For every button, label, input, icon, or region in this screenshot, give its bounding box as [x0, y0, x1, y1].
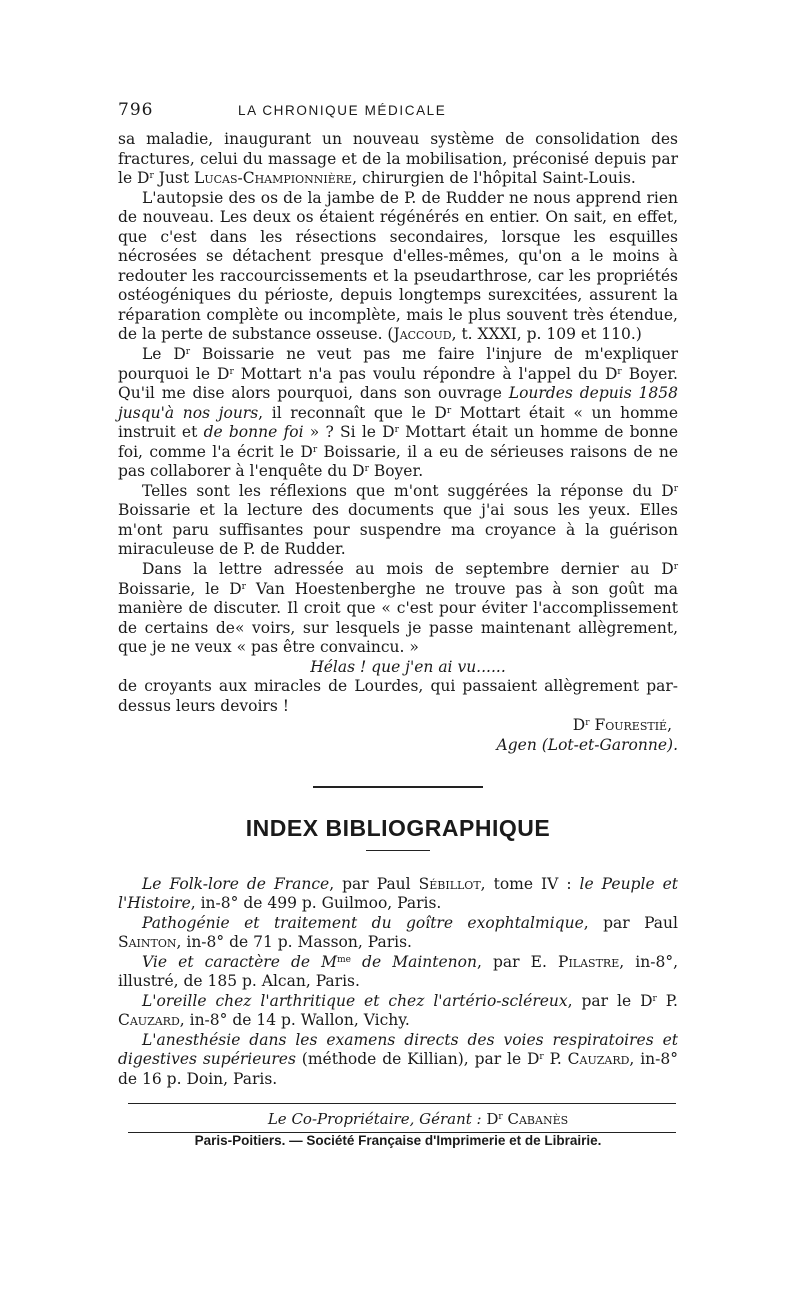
footer-owner: Le Co-Propriétaire, Gérant : $D^r$ Cabanès	[267, 1110, 569, 1128]
paragraph-4: Telles sont les réflexions que m'ont suggérées la réponse du $D^r$ Boissarie et la lecture des documents que j'ai sous les yeux. Elles m'ont paru suffisantes pour suspendre ma croyance à la guérison miraculeuse de P. de Rudder.	[118, 481, 678, 559]
bibliography-entry: Pathogénie et traitement du goître exophtalmique, par Paul Sainton, in-8° de 71 p. Masson, Paris.	[118, 913, 678, 951]
bibliography-entry: Vie et caractère de $M^{me}$ de Maintenon, par E. Pilastre, in-8°, illustré, de 185 p. Alcan, Paris.	[118, 952, 678, 990]
bibliography-list	[118, 875, 678, 1090]
running-title: LA CHRONIQUE MÉDICALE	[238, 103, 447, 118]
index-title: INDEX BIBLIOGRAPHIQUE	[245, 814, 551, 841]
paragraph-1: sa maladie, inaugurant un nouveau système de consolidation des fractures, celui du massage et de la mobilisation, préconisé depuis par le $D^r$ Just Lucas-Championnière, chirurgien de l'hôpital Saint-Louis.	[118, 130, 678, 188]
paragraph-2: L'autopsie des os de la jambe de P. de Rudder ne nous apprend rien de nouveau. Les deux os étaient régénérés en entier. On sait, en effet, que c'est dans les résections secondaires, lorsque les esquilles nécrosées se détachent presque d'elles-mêmes, qu'on a le moins à redouter les raccourcissements et la pseudarthrose, car les propriétés ostéogéniques du périoste, depuis longtemps surexcitées, assurent la réparation complète ou incomplète, mais le plus souvent très étendue, de la perte de substance osseuse. (Jaccoud, t. XXXI, p. 109 et 110.)	[118, 188, 678, 344]
footer-printer: Paris-Poitiers. — Société Française d'Imprimerie et de Librairie.	[194, 1133, 602, 1148]
bibliography-entry: Le Folk-lore de France, par Paul Sébillot, tome IV : le Peuple et l'Histoire, in-8° de 499 p. Guilmoo, Paris.	[118, 874, 679, 912]
paragraph-3: Le $D^r$ Boissarie ne veut pas me faire l'injure de m'expliquer pourquoi le $D^r$ Mottart n'a pas voulu répondre à l'appel du $D^r$ Boyer. Qu'il me dise alors pourquoi, dans son ouvrage Lourdes depuis 1858 jusqu'à nos jours, il reconnaît que le $D^r$ Mottart était « un homme instruit et de bonne foi » ? Si le $D^r$ Mottart était un homme de bonne foi, comme l'a écrit le $D^r$ Boissarie, il a eu de sérieuses raisons de ne pas collaborer à l'enquête du $D^r$ Boyer.	[118, 345, 679, 481]
verse-quote: Hélas ! que j'en ai vu......	[310, 657, 506, 676]
running-header	[118, 100, 678, 130]
article-body	[118, 130, 678, 756]
author-location: Agen (Lot-et-Garonne).	[496, 735, 678, 754]
paragraph-5: Dans la lettre adressée au mois de septembre dernier au $D^r$ Boissarie, le $D^r$ Van Hoestenberghe ne trouve pas à son goût ma manière de discuter. Il croit que « c'est pour éviter l'accomplissement de certains de« voirs, sur lesquels je passe maintenant allègrement, que je ne veux « pas être convaincu. »	[118, 560, 678, 657]
page-number: 796	[118, 100, 154, 120]
paragraph-6: de croyants aux miracles de Lourdes, qui passaient allègrement par-dessus leurs devoirs !	[118, 677, 678, 715]
author-signature: $D^r$ Fourestié,	[572, 716, 672, 735]
bibliography-entry: L'oreille chez l'arthritique et chez l'artério-scléreux, par le $D^r$ P. Cauzard, in-8° de 14 p. Wallon, Vichy.	[118, 991, 678, 1029]
page	[118, 100, 678, 1148]
bibliography-entry: L'anesthésie dans les examens directs des voies respiratoires et digestives supérieures (méthode de Killian), par le $D^r$ P. Cauzard, in-8° de 16 p. Doin, Paris.	[118, 1030, 678, 1088]
